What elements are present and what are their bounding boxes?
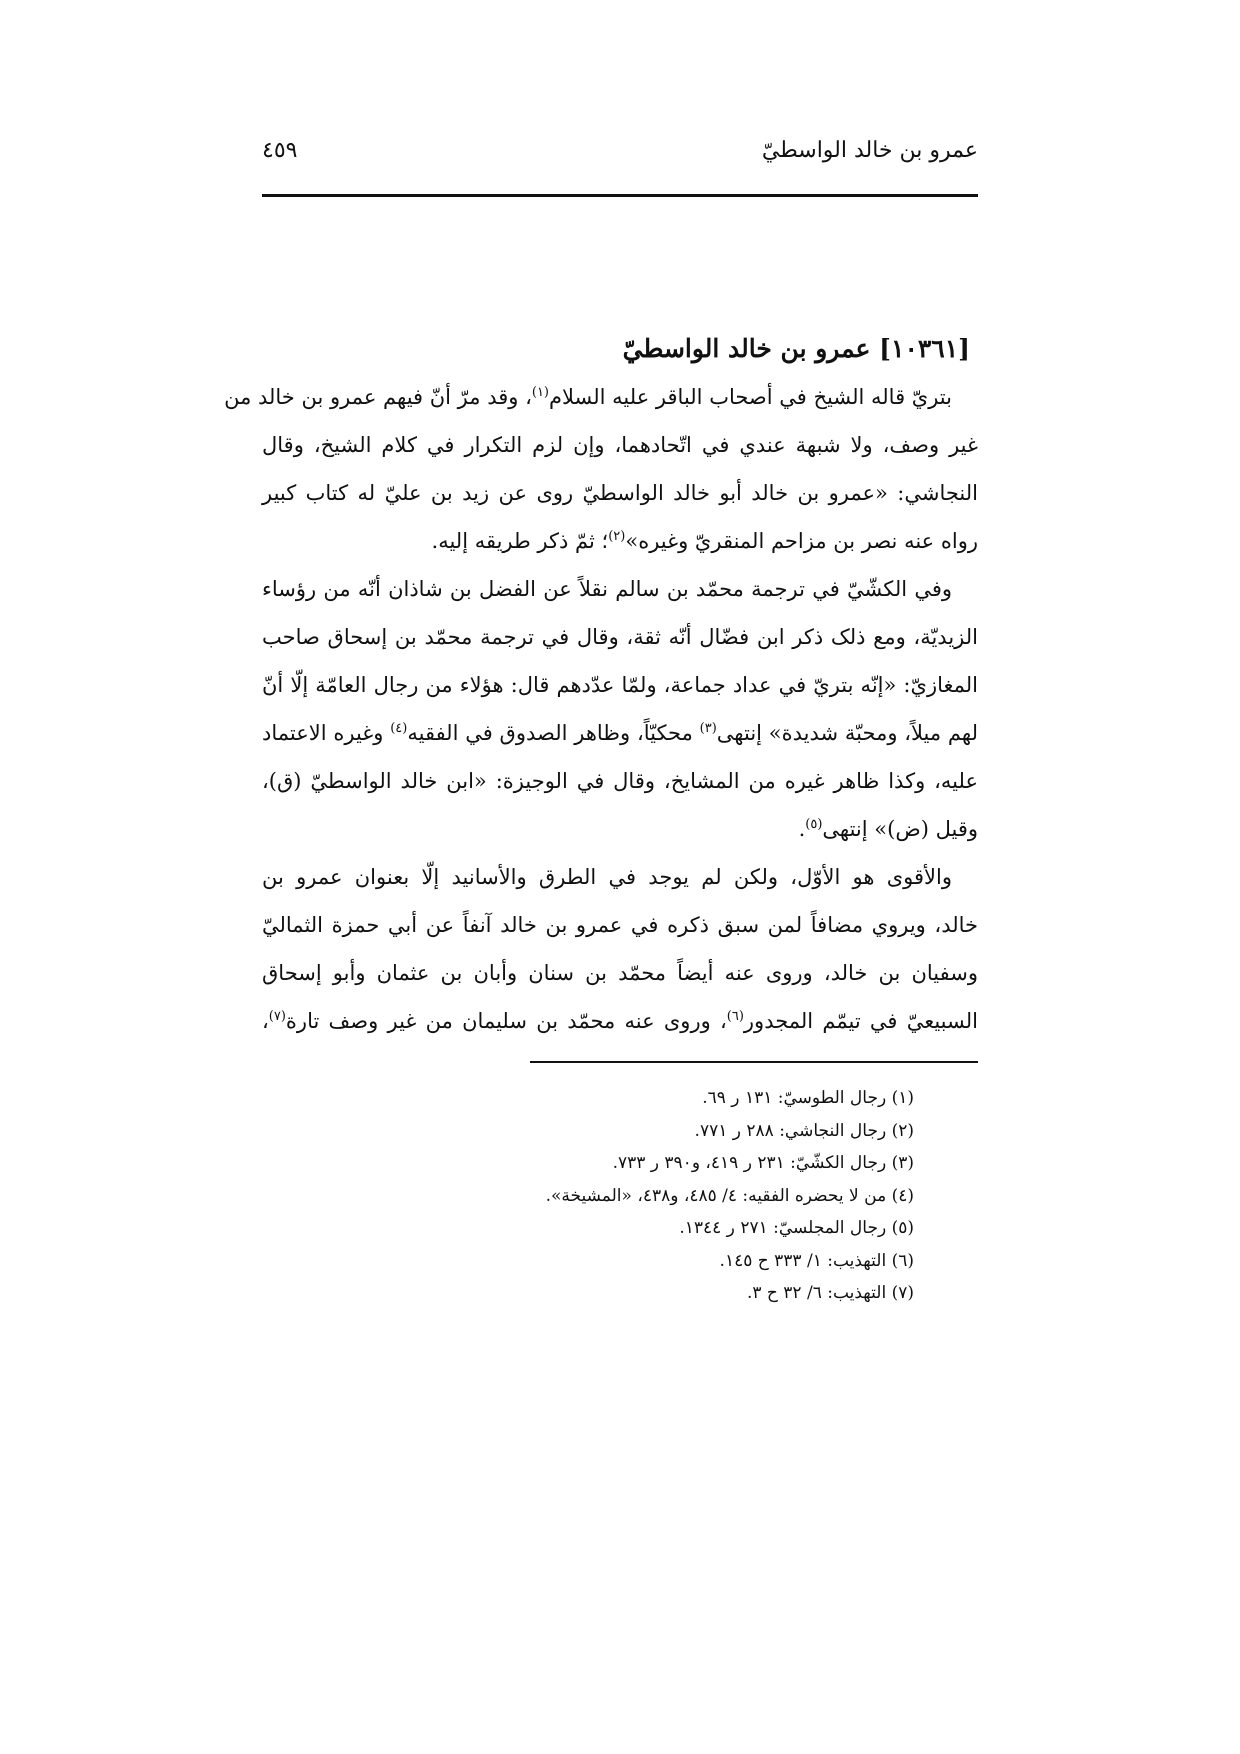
text-line — [262, 709, 978, 757]
text-segment: الزيديّة، ومع ذلک ذكر ابن فضّال أنّه ثقة، وقال في ترجمة محمّد بن إسحاق صاحب — [262, 625, 978, 649]
text-line — [262, 421, 978, 469]
running-title: عمرو بن خالد الواسطيّ — [761, 138, 978, 163]
footnote-ref[interactable]: (٦) — [726, 1009, 744, 1024]
footnote: (٥) رجال المجلسيّ: ٢٧١ ر ١٣٤٤. — [679, 1218, 914, 1238]
running-header — [262, 134, 978, 174]
text-segment: وسفيان بن خالد، وروى عنه أيضاً محمّد بن سنان وأبان بن عثمان وأبو إسحاق — [262, 961, 978, 985]
text-line — [262, 613, 978, 661]
text-line — [262, 757, 978, 805]
text-segment: النجاشي: «عمرو بن خالد أبو خالد الواسطيّ روى عن زيد بن عليّ له كتاب كبير — [262, 481, 978, 505]
text-segment: . — [798, 817, 806, 841]
text-segment: وفي الكشّيّ في ترجمة محمّد بن سالم نقلاً عن الفضل بن شاذان أنّه من رؤساء — [262, 577, 952, 601]
header-divider — [262, 194, 978, 197]
text-segment: ؛ ثمّ ذكر طريقه إليه. — [431, 529, 609, 553]
text-segment: لهم ميلاً، ومحبّة شديدة» إنتهى — [716, 721, 978, 745]
footnote-ref[interactable]: (٥) — [805, 817, 823, 832]
text-segment: عليه، وكذا ظاهر غيره من المشايخ، وقال في الوجيزة: «ابن خالد الواسطيّ (ق)، — [262, 769, 978, 793]
footnote-ref[interactable]: (٤) — [390, 721, 408, 736]
text-segment: وقيل (ض)» إنتهى — [822, 817, 978, 841]
footnote-ref[interactable]: (٧) — [268, 1009, 286, 1024]
footnote: (٧) التهذيب: ٦/ ٣٢ ح ٣. — [746, 1283, 914, 1303]
text-segment: والأقوى هو الأوّل، ولكن لم يوجد في الطرق والأسانيد إلّا بعنوان عمرو بن — [262, 865, 952, 889]
text-segment: ، وروى عنه محمّد بن سليمان من غير وصف تارة — [285, 1009, 727, 1033]
footnote: (٤) من لا يحضره الفقيه: ٤/ ٤٨٥، و٤٣٨، «المشيخة». — [545, 1185, 914, 1206]
text-segment: ، — [262, 1009, 269, 1033]
entry-body — [224, 325, 978, 1045]
footnotes — [262, 1082, 978, 1310]
text-segment: رواه عنه نصر بن مزاحم المنقريّ وغيره» — [625, 529, 978, 553]
footnote-divider — [530, 1061, 978, 1063]
footnote: (٦) التهذيب: ١/ ٣٣٣ ح ١٤٥. — [719, 1250, 914, 1271]
text-segment: وغيره الاعتماد — [262, 721, 391, 745]
text-line — [262, 901, 978, 949]
footnote-ref[interactable]: (٢) — [608, 529, 626, 544]
footnote: (٣) رجال الكشّيّ: ٢٣١ ر ٤١٩، و٣٩٠ ر ٧٣٣. — [612, 1153, 914, 1173]
page-number: ٤٥٩ — [262, 138, 298, 163]
text-line — [262, 565, 978, 613]
text-segment: محكيّاً، وظاهر الصدوق في الفقيه — [407, 721, 700, 745]
text-line — [262, 517, 978, 565]
entry-title: [١٠٣٦١] عمرو بن خالد الواسطيّ — [622, 334, 970, 363]
text-line — [262, 853, 978, 901]
footnote-ref[interactable]: (١) — [531, 385, 549, 400]
footnote-ref[interactable]: (٣) — [699, 721, 717, 736]
text-segment: خالد، ويروي مضافاً لمن سبق ذكره في عمرو بن خالد آنفاً عن أبي حمزة الثماليّ — [262, 913, 978, 937]
text-line — [262, 805, 978, 853]
footnote: (١) رجال الطوسيّ: ١٣١ ر ٦٩. — [702, 1088, 914, 1108]
text-segment: ، وقد مرّ أنّ فيهم عمرو بن خالد من — [224, 385, 532, 409]
text-line — [224, 373, 978, 421]
text-segment: بتريّ قاله الشيخ في أصحاب الباقر عليه السلام — [549, 385, 952, 409]
text-segment: غير وصف، ولا شبهة عندي في اتّحادهما، وإن لزم التكرار في كلام الشيخ، وقال — [262, 433, 978, 457]
entry-text — [224, 373, 978, 1045]
text-line — [262, 661, 978, 709]
text-line — [262, 949, 978, 997]
text-segment: المغازيّ: «إنّه بتريّ في عداد جماعة، ولمّا عدّدهم قال: هؤلاء من رجال العامّة إلّا أنّ — [262, 673, 978, 697]
text-line — [262, 469, 978, 517]
text-line — [262, 997, 978, 1045]
footnote: (٢) رجال النجاشي: ٢٨٨ ر ٧٧١. — [694, 1120, 914, 1141]
text-segment: السبيعيّ في تيمّم المجدور — [743, 1009, 978, 1033]
